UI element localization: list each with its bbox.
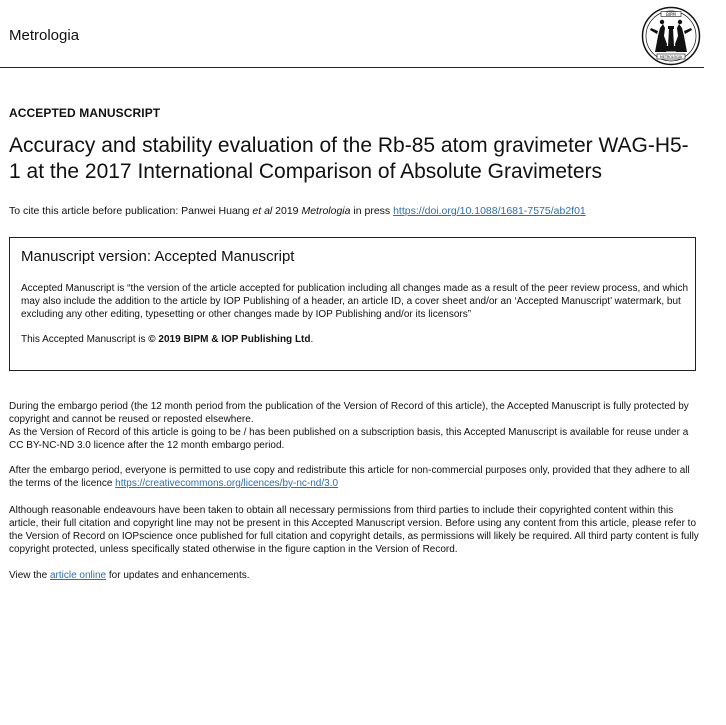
seal-bottom-text: METROLOGIA <box>660 55 682 60</box>
seal-top-text: BIPM <box>666 11 676 17</box>
journal-name: Metrologia <box>9 27 80 44</box>
bipm-seal-logo <box>641 6 701 66</box>
manuscript-version-box <box>9 237 696 371</box>
citation-prefix: To cite this article before publication: Panwei Huang <box>9 205 253 217</box>
citation-in-press: in press <box>350 205 394 217</box>
manuscript-version-heading: Manuscript version: Accepted Manuscript <box>21 248 295 265</box>
article-title: Accuracy and stability evaluation of the Rb-85 atom gravimeter WAG-H5-1 at the 2017 International Comparison of Absolute Gravimeters <box>9 134 689 183</box>
copyright-suffix: . <box>310 334 314 345</box>
accepted-manuscript-label: ACCEPTED MANUSCRIPT <box>9 106 161 120</box>
copyright-prefix: This Accepted Manuscript is <box>21 334 149 345</box>
after-embargo-paragraph <box>9 464 699 490</box>
embargo-text-2: As the Version of Record of this article is going to be / has been published on a subscription basis, this Accepted Manuscript is available for reuse under a CC BY-NC-ND 3.0 licence after the 12 month embargo period. <box>9 427 689 451</box>
citation-journal: Metrologia <box>301 205 351 217</box>
permissions-paragraph: Although reasonable endeavours have been taken to obtain all necessary permissions from third parties to include their copyrighted content within this article, their full citation and copyright line may not be present in this Accepted Manuscript version. Before using any content from this article, please refer to the Version of Record on IOPscience once published for full citation and copyright details, as permissions will likely be required. All third party content is fully copyright protected, unless specifically stated otherwise in the figure caption in the Version of Record. <box>9 505 699 555</box>
copyright-line <box>21 334 313 345</box>
accepted-manuscript-definition: Accepted Manuscript is “the version of the article accepted for publication including all changes made as a result of the peer review process, and which may also include the addition to the article by IOP Publishing of a header, an article ID, a cover sheet and/or an ‘Accepted Manuscript’ watermark, but excluding any other editing, typesetting or other changes made by IOP Publishing and/or its licensors” <box>21 283 689 320</box>
citation-year: 2019 <box>272 205 302 217</box>
embargo-text-1: During the embargo period (the 12 month period from the publication of the Version of Record of this article), the Accepted Manuscript is fully protected by copyright and cannot be reused or reposted elsewhere. <box>9 401 689 425</box>
after-embargo-text: After the embargo period, everyone is permitted to use copy and redistribute this article for non-commercial purposes only, provided that they adhere to all the terms of the licence <box>9 465 690 489</box>
citation-line <box>9 205 586 217</box>
copyright-holder: © 2019 BIPM & IOP Publishing Ltd <box>148 334 311 345</box>
view-prefix: View the <box>9 570 50 581</box>
licence-link[interactable]: https://creativecommons.org/licences/by-nc-nd/3.0 <box>115 478 339 489</box>
embargo-paragraph <box>9 400 699 452</box>
article-online-link[interactable]: article online <box>49 570 107 581</box>
doi-link[interactable]: https://doi.org/10.1088/1681-7575/ab2f01 <box>393 205 586 217</box>
citation-et-al: et al <box>252 205 273 217</box>
header-rule <box>0 67 704 68</box>
view-online-paragraph <box>9 569 699 582</box>
view-suffix: for updates and enhancements. <box>106 570 250 581</box>
